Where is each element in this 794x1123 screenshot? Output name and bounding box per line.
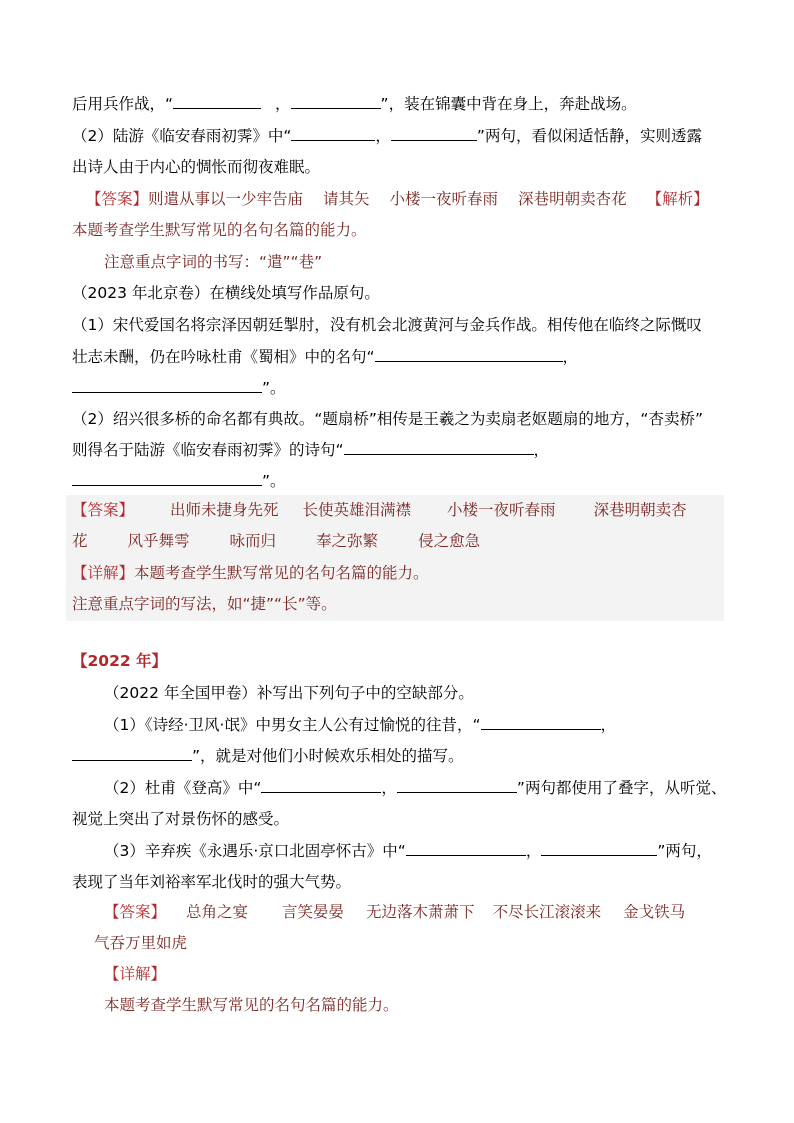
answer-blank [406, 841, 526, 856]
answer-blank [481, 715, 601, 730]
answer-line [72, 500, 687, 520]
text: 后用兵作战，“ [72, 95, 174, 113]
answer-item: 风乎舞雩 [127, 532, 190, 550]
answer-item: 花 [72, 532, 88, 550]
question-source: （2023 年北京卷）在横线处填写作品原句。 [72, 284, 380, 302]
answer-blank [391, 126, 477, 141]
analysis-text: 本题考查学生默写常见的名句名篇的能力。 [72, 221, 367, 239]
answer-blank [261, 778, 381, 793]
question-line: （2）杜甫《登高》中“ ， ”两句都使用了叠字，从听觉、 [104, 779, 727, 797]
answer-blank [72, 378, 262, 393]
question-line: 壮志未酬，仍在吟咏杜甫《蜀相》中的名句“ ， [72, 348, 579, 366]
answer-label: 【答案】 [104, 903, 167, 921]
text: ”，装在锦囊中背在身上，奔赴战场。 [380, 95, 637, 113]
analysis-note: 注意重点字词的书写：“遣”“巷” [104, 253, 323, 271]
text: ， [375, 127, 391, 145]
text: 出诗人由于内心的惆怅而彻夜难眠。 [72, 158, 321, 176]
detail-label: 【详解】 [72, 564, 135, 582]
text: ”两句，看似闲适恬静，实则透露 [476, 127, 702, 145]
answer-blank [541, 841, 657, 856]
answer-blank [375, 347, 563, 362]
question-source: （2022 年全国甲卷）补写出下列句子中的空缺部分。 [104, 684, 474, 702]
answer-item: 深巷明朝卖杏花 [518, 190, 627, 208]
question-line: 表现了当年刘裕率军北伐时的强大气势。 [72, 873, 352, 891]
answer-item: 奉之弥繁 [316, 532, 379, 550]
question-line [72, 157, 320, 177]
section-heading: 【2022 年】 [72, 652, 168, 670]
answer-item: 请其矢 [323, 190, 370, 208]
answer-item: 无边落木萧萧下 [366, 903, 475, 921]
answer-item: 金戈铁马 [623, 903, 686, 921]
answer-blank [72, 471, 262, 486]
question-line [72, 126, 702, 146]
answer-blank [291, 126, 375, 141]
question-line [72, 94, 637, 114]
detail-note: 注意重点字词的写法，如“捷”“长”等。 [72, 595, 337, 613]
analysis-label: 【解析】 [646, 190, 709, 208]
answer-item: 咏而归 [229, 532, 277, 550]
answer-label: 【答案】 [86, 190, 149, 208]
text: ， [275, 95, 291, 113]
answer-item: 总角之宴 [186, 903, 249, 921]
answer-blank [291, 94, 381, 109]
answer-item: 出师未捷身先死 [170, 501, 279, 519]
question-line: （1）宋代爱国名将宗泽因朝廷掣肘，没有机会北渡黄河与金兵作战。相传他在临终之际慨叹 [72, 316, 702, 334]
answer-blank [344, 440, 534, 455]
question-line: （1）《诗经·卫风·氓》中男女主人公有过愉悦的往昔，“ ， [104, 716, 617, 734]
answer-item: 小楼一夜听春雨 [389, 190, 499, 208]
answer-item: 则遣从事以一少牢告庙 [148, 190, 304, 208]
answer-blank [397, 778, 517, 793]
question-line: ”，就是对他们小时候欢乐相处的描写。 [72, 746, 464, 766]
answer-item: 深巷明朝卖杏 [593, 501, 687, 519]
answer-item: 不尽长江滚滚来 [492, 903, 602, 921]
question-line: ”。 [72, 471, 286, 491]
detail-text: 本题考查学生默写常见的名句名篇的能力。 [104, 996, 399, 1014]
answer-blank [72, 746, 192, 761]
answer-item: 言笑晏晏 [282, 903, 345, 921]
text: （2）陆游《临安春雨初霁》中“ [72, 127, 292, 145]
answer-blank [173, 94, 261, 109]
question-line: （3）辛弃疾《永遇乐·京口北固亭怀古》中“ ， ”两句， [104, 842, 712, 860]
answer-item: 长使英雄泪满襟 [302, 501, 412, 519]
answer-line [104, 902, 685, 922]
answer-item: 侵之愈急 [418, 532, 481, 550]
question-line: 视觉上突出了对景伤怀的感受。 [72, 810, 290, 828]
answer-line [86, 189, 709, 209]
detail-label: 【详解】 [104, 965, 167, 983]
answer-line [72, 531, 480, 551]
answer-item: 气吞万里如虎 [94, 934, 188, 952]
question-line: ”。 [72, 378, 286, 398]
answer-label: 【答案】 [72, 501, 135, 519]
question-line: 则得名于陆游《临安春雨初霁》的诗句“ ， [72, 441, 550, 459]
answer-item: 小楼一夜听春雨 [447, 501, 556, 519]
detail-line: 【详解】本题考查学生默写常见的名句名篇的能力。 [72, 564, 429, 582]
question-line: （2）绍兴很多桥的命名都有典故。“题扇桥”相传是王羲之为卖扇老妪题扇的地方，“杏卖桥” [72, 410, 703, 428]
answer-line [94, 933, 187, 953]
